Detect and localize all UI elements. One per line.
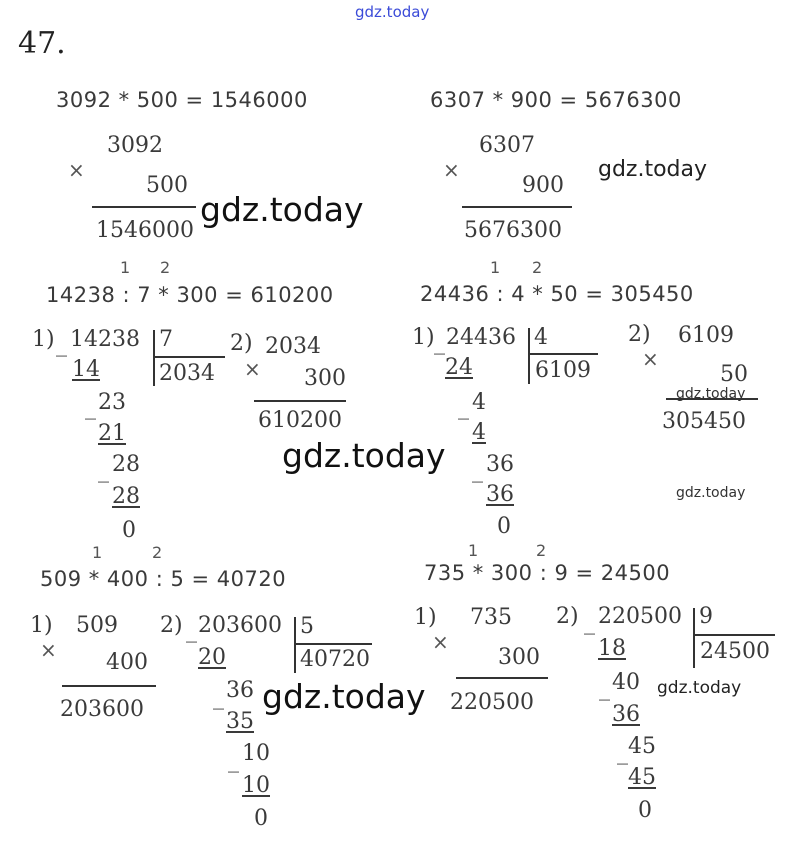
minus-sign: _ (186, 618, 197, 643)
factor-b: 300 (498, 645, 540, 670)
subtrahend: 10 (242, 773, 270, 798)
subtrahend: 20 (198, 645, 226, 670)
order-mark-2: 2 (536, 541, 547, 560)
factor-b: 50 (720, 362, 748, 387)
multiply-sign: × (68, 158, 85, 182)
product: 610200 (258, 408, 342, 433)
result-line (62, 685, 156, 687)
remainder: 36 (226, 678, 254, 703)
subtrahend: 18 (598, 636, 626, 661)
minus-sign: _ (213, 685, 224, 710)
minus-sign: _ (458, 395, 469, 420)
minus-sign: _ (617, 740, 628, 765)
watermark: gdz.today (676, 485, 746, 501)
division-bar (153, 330, 155, 386)
division-bar (693, 608, 695, 668)
watermark: gdz.today (598, 157, 708, 182)
remainder: 23 (98, 390, 126, 415)
result-line (462, 206, 572, 208)
remainder: 40 (612, 670, 640, 695)
multiply-sign: × (244, 357, 261, 381)
dividend: 14238 (70, 327, 140, 352)
step-label-1: 1) (30, 613, 53, 638)
final-remainder: 0 (497, 514, 511, 539)
watermark: gdz.today (262, 677, 426, 716)
factor-a: 3092 (107, 133, 163, 158)
quotient: 2034 (159, 361, 215, 386)
watermark: gdz.today (282, 436, 446, 475)
subtrahend: 21 (98, 421, 126, 446)
equation: 14238 : 7 * 300 = 610200 (46, 283, 334, 307)
final-remainder: 0 (122, 518, 136, 543)
step-label-1: 1) (412, 325, 435, 350)
step-label-1: 1) (32, 327, 55, 352)
watermark: gdz.today (200, 190, 364, 229)
minus-sign: _ (599, 676, 610, 701)
product: 305450 (662, 409, 746, 434)
divisor-line (153, 356, 225, 358)
product: 203600 (60, 697, 144, 722)
step-label-2: 2) (160, 613, 183, 638)
subtrahend: 24 (445, 355, 473, 380)
minus-sign: _ (434, 330, 445, 355)
subtrahend: 36 (486, 482, 514, 507)
division-bar (528, 328, 530, 384)
equation: 3092 * 500 = 1546000 (56, 88, 308, 112)
order-mark-2: 2 (532, 258, 543, 277)
step-label-2: 2) (230, 331, 253, 356)
minus-sign: _ (56, 332, 67, 357)
subtrahend: 28 (112, 484, 140, 509)
step-label-2: 2) (556, 604, 579, 629)
divisor: 9 (699, 604, 713, 629)
divisor: 7 (159, 327, 173, 352)
order-mark-2: 2 (152, 543, 163, 562)
equation: 509 * 400 : 5 = 40720 (40, 567, 287, 591)
multiply-sign: × (432, 630, 449, 654)
final-remainder: 0 (254, 806, 268, 831)
divisor-line (294, 643, 372, 645)
product: 220500 (450, 690, 534, 715)
multiply-sign: × (40, 638, 57, 662)
remainder: 10 (242, 741, 270, 766)
order-mark-1: 1 (120, 258, 131, 277)
step-label-1: 1) (414, 605, 437, 630)
minus-sign: _ (584, 610, 595, 635)
result-line (456, 677, 548, 679)
multiply-sign: × (642, 347, 659, 371)
remainder: 45 (628, 734, 656, 759)
equation: 24436 : 4 * 50 = 305450 (420, 282, 694, 306)
dividend: 220500 (598, 604, 682, 629)
order-mark-1: 1 (468, 541, 479, 560)
minus-sign: _ (472, 458, 483, 483)
final-remainder: 0 (638, 798, 652, 823)
watermark-top: gdz.today (355, 3, 430, 21)
divisor: 5 (300, 614, 314, 639)
result-line (254, 400, 346, 402)
remainder: 36 (486, 452, 514, 477)
divisor-line (528, 353, 598, 355)
divisor: 4 (534, 325, 548, 350)
watermark: gdz.today (676, 386, 746, 402)
order-mark-2: 2 (160, 258, 171, 277)
minus-sign: _ (228, 748, 239, 773)
quotient: 24500 (700, 639, 770, 664)
subtrahend: 45 (628, 765, 656, 790)
factor-b: 500 (146, 173, 188, 198)
factor-b: 300 (304, 366, 346, 391)
factor-b: 900 (522, 173, 564, 198)
factor-a: 6109 (678, 323, 734, 348)
factor-a: 509 (76, 613, 118, 638)
multiply-sign: × (443, 158, 460, 182)
exercise-number: 47. (18, 26, 66, 61)
step-label-2: 2) (628, 322, 651, 347)
dividend: 24436 (446, 325, 516, 350)
division-bar (294, 617, 296, 673)
remainder: 4 (472, 390, 486, 415)
factor-b: 400 (106, 650, 148, 675)
product: 5676300 (464, 218, 562, 243)
remainder: 28 (112, 452, 140, 477)
subtrahend: 14 (72, 357, 100, 382)
minus-sign: _ (85, 395, 96, 420)
subtrahend: 35 (226, 709, 254, 734)
result-line (92, 206, 196, 208)
quotient: 6109 (535, 358, 591, 383)
factor-a: 6307 (479, 133, 535, 158)
equation: 735 * 300 : 9 = 24500 (424, 561, 671, 585)
quotient: 40720 (300, 647, 370, 672)
subtrahend: 36 (612, 702, 640, 727)
factor-a: 735 (470, 605, 512, 630)
equation: 6307 * 900 = 5676300 (430, 88, 682, 112)
divisor-line (693, 634, 775, 636)
factor-a: 2034 (265, 334, 321, 359)
subtrahend: 4 (472, 420, 486, 445)
watermark: gdz.today (657, 678, 742, 698)
dividend: 203600 (198, 613, 282, 638)
product: 1546000 (96, 218, 194, 243)
minus-sign: _ (98, 458, 109, 483)
order-mark-1: 1 (490, 258, 501, 277)
order-mark-1: 1 (92, 543, 103, 562)
